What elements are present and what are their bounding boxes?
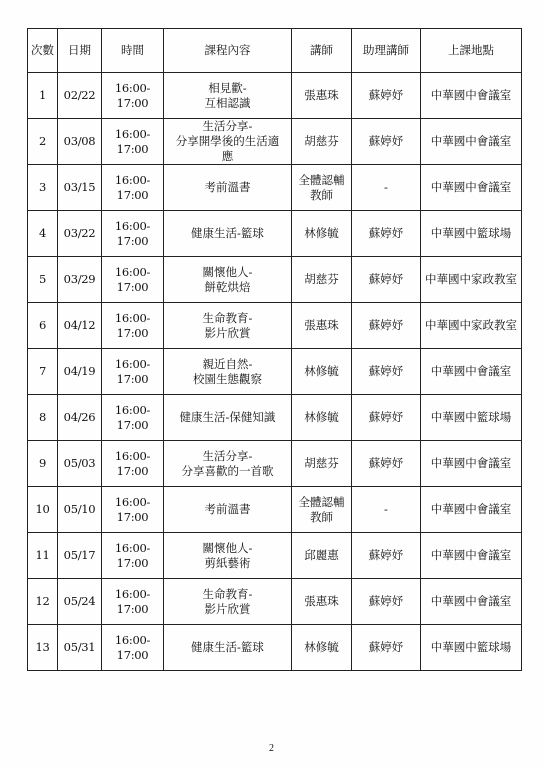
cell-session-number: 13: [28, 625, 58, 671]
table-row: [28, 533, 522, 579]
cell-instructor-line: 林修毓: [304, 410, 339, 424]
cell-session-number: 8: [28, 395, 58, 441]
cell-course-content-line: 分享喜歡的一首歌: [181, 463, 274, 478]
cell-course-content-line: 健康生活-籃球: [191, 226, 264, 240]
cell-course-content-line: 餅乾烘焙: [204, 279, 251, 294]
cell-course-content-line: 生命教育-: [202, 310, 253, 325]
cell-course-content-line: 生活分享-: [202, 119, 253, 133]
header-assistant-instructor: 助理講師: [352, 29, 421, 73]
cell-time: 16:00-17:00: [102, 257, 164, 303]
cell-assistant-instructor: 蘇婷妤: [352, 211, 421, 257]
cell-course-content: [164, 211, 292, 257]
cell-instructor-line: 教師: [310, 187, 333, 202]
cell-assistant-instructor: 蘇婷妤: [352, 441, 421, 487]
cell-assistant-instructor: 蘇婷妤: [352, 303, 421, 349]
cell-course-content: [164, 579, 292, 625]
table-row: [28, 211, 522, 257]
cell-instructor-line: 張惠珠: [304, 318, 339, 332]
cell-date: 03/29: [58, 257, 102, 303]
cell-instructor: [292, 487, 352, 533]
cell-course-content-line: 影片欣賞: [204, 601, 251, 616]
cell-instructor-line: 胡慈芬: [304, 456, 339, 470]
cell-assistant-instructor: -: [352, 487, 421, 533]
cell-date: 03/08: [58, 119, 102, 165]
table-row: [28, 73, 522, 119]
cell-session-number: 6: [28, 303, 58, 349]
cell-course-content-line: 分享開學後的生活適: [175, 134, 280, 148]
cell-instructor: [292, 579, 352, 625]
cell-session-number: 11: [28, 533, 58, 579]
header-course-content: 課程內容: [164, 29, 292, 73]
table-body: [28, 73, 522, 671]
cell-instructor: [292, 441, 352, 487]
cell-date: 03/22: [58, 211, 102, 257]
cell-course-content: [164, 73, 292, 119]
cell-course-content: [164, 441, 292, 487]
cell-assistant-instructor: 蘇婷妤: [352, 533, 421, 579]
cell-time: 16:00-17:00: [102, 349, 164, 395]
cell-date: 05/10: [58, 487, 102, 533]
cell-course-content: [164, 395, 292, 441]
header-time: 時間: [102, 29, 164, 73]
cell-session-number: 5: [28, 257, 58, 303]
cell-location: 中華國中籃球場: [421, 395, 522, 441]
cell-instructor-line: 全體認輔: [298, 172, 345, 187]
cell-course-content-line: 應: [221, 149, 234, 163]
cell-course-content-line: 考前溫書: [204, 180, 251, 194]
table-row: [28, 441, 522, 487]
cell-time: 16:00-17:00: [102, 303, 164, 349]
header-instructor: 講師: [292, 29, 352, 73]
cell-time: 16:00-17:00: [102, 73, 164, 119]
cell-assistant-instructor: 蘇婷妤: [352, 625, 421, 671]
cell-course-content: [164, 165, 292, 211]
cell-session-number: 7: [28, 349, 58, 395]
cell-location: 中華國中會議室: [421, 119, 522, 165]
cell-instructor: [292, 625, 352, 671]
cell-date: 03/15: [58, 165, 102, 211]
cell-location: 中華國中會議室: [421, 73, 522, 119]
cell-instructor-line: 胡慈芬: [304, 272, 339, 286]
table-row: [28, 303, 522, 349]
cell-time: 16:00-17:00: [102, 119, 164, 165]
cell-location: 中華國中會議室: [421, 579, 522, 625]
cell-time: 16:00-17:00: [102, 441, 164, 487]
cell-location: 中華國中籃球場: [421, 211, 522, 257]
cell-course-content-line: 健康生活-籃球: [191, 640, 264, 654]
table-row: [28, 625, 522, 671]
cell-time: 16:00-17:00: [102, 165, 164, 211]
cell-date: 05/24: [58, 579, 102, 625]
table-row: [28, 487, 522, 533]
cell-instructor: [292, 211, 352, 257]
cell-session-number: 12: [28, 579, 58, 625]
cell-course-content-line: 校園生態觀察: [193, 371, 262, 386]
cell-course-content-line: 相見歡-: [208, 80, 247, 95]
cell-course-content: [164, 349, 292, 395]
cell-instructor-line: 全體認輔: [298, 494, 345, 509]
cell-time: 16:00-17:00: [102, 395, 164, 441]
cell-assistant-instructor: 蘇婷妤: [352, 73, 421, 119]
cell-assistant-instructor: 蘇婷妤: [352, 579, 421, 625]
table-row: [28, 119, 522, 165]
cell-instructor: [292, 395, 352, 441]
cell-course-content: [164, 625, 292, 671]
cell-location: 中華國中會議室: [421, 441, 522, 487]
cell-course-content-line: 剪紙藝術: [204, 555, 251, 570]
cell-assistant-instructor: -: [352, 165, 421, 211]
cell-session-number: 4: [28, 211, 58, 257]
cell-date: 04/26: [58, 395, 102, 441]
table-header-row: [28, 29, 522, 73]
cell-date: 04/19: [58, 349, 102, 395]
cell-instructor: [292, 303, 352, 349]
cell-course-content-line: 互相認識: [204, 95, 251, 110]
page-number: 2: [269, 743, 274, 754]
table-row: [28, 349, 522, 395]
cell-instructor-line: 林修毓: [304, 364, 339, 378]
cell-course-content: [164, 487, 292, 533]
cell-course-content-line: 健康生活-保健知識: [179, 410, 276, 424]
cell-course-content-line: 考前溫書: [204, 502, 251, 516]
cell-session-number: 2: [28, 119, 58, 165]
cell-instructor-line: 林修毓: [304, 640, 339, 654]
cell-session-number: 1: [28, 73, 58, 119]
cell-location: 中華國中會議室: [421, 165, 522, 211]
cell-date: 05/03: [58, 441, 102, 487]
cell-course-content-line: 關懷他人-: [202, 264, 253, 279]
cell-instructor-line: 邱麗惠: [304, 548, 339, 562]
cell-time: 16:00-17:00: [102, 533, 164, 579]
table-row: [28, 395, 522, 441]
cell-date: 05/17: [58, 533, 102, 579]
header-date: 日期: [58, 29, 102, 73]
cell-course-content: [164, 303, 292, 349]
cell-course-content-line: 生活分享-: [202, 448, 253, 463]
cell-course-content: [164, 257, 292, 303]
cell-instructor: [292, 257, 352, 303]
cell-course-content-line: 影片欣賞: [204, 325, 251, 340]
cell-session-number: 3: [28, 165, 58, 211]
cell-location: 中華國中家政教室: [421, 303, 522, 349]
cell-time: 16:00-17:00: [102, 625, 164, 671]
cell-instructor-line: 張惠珠: [304, 594, 339, 608]
header-location: 上課地點: [421, 29, 522, 73]
course-schedule-table: [27, 28, 522, 671]
cell-instructor-line: 林修毓: [304, 226, 339, 240]
cell-assistant-instructor: 蘇婷妤: [352, 257, 421, 303]
table-row: [28, 165, 522, 211]
cell-assistant-instructor: 蘇婷妤: [352, 395, 421, 441]
cell-instructor: [292, 73, 352, 119]
cell-location: 中華國中會議室: [421, 487, 522, 533]
cell-date: 04/12: [58, 303, 102, 349]
table-row: [28, 257, 522, 303]
cell-time: 16:00-17:00: [102, 579, 164, 625]
cell-course-content-line: 親近自然-: [202, 356, 253, 371]
cell-assistant-instructor: 蘇婷妤: [352, 119, 421, 165]
cell-location: 中華國中籃球場: [421, 625, 522, 671]
cell-session-number: 10: [28, 487, 58, 533]
cell-session-number: 9: [28, 441, 58, 487]
table-row: [28, 579, 522, 625]
cell-course-content-line: 關懷他人-: [202, 540, 253, 555]
cell-location: 中華國中會議室: [421, 349, 522, 395]
cell-time: 16:00-17:00: [102, 487, 164, 533]
cell-date: 05/31: [58, 625, 102, 671]
cell-assistant-instructor: 蘇婷妤: [352, 349, 421, 395]
cell-time: 16:00-17:00: [102, 211, 164, 257]
header-session-number: 次數: [28, 29, 58, 73]
cell-instructor: [292, 119, 352, 165]
cell-course-content-line: 生命教育-: [202, 586, 253, 601]
cell-instructor: [292, 165, 352, 211]
cell-instructor: [292, 349, 352, 395]
cell-location: 中華國中會議室: [421, 533, 522, 579]
cell-instructor-line: 張惠珠: [304, 88, 339, 102]
cell-instructor-line: 教師: [310, 509, 333, 524]
cell-course-content: [164, 119, 292, 165]
cell-instructor-line: 胡慈芬: [304, 134, 339, 148]
cell-instructor: [292, 533, 352, 579]
cell-location: 中華國中家政教室: [421, 257, 522, 303]
cell-date: 02/22: [58, 73, 102, 119]
cell-course-content: [164, 533, 292, 579]
